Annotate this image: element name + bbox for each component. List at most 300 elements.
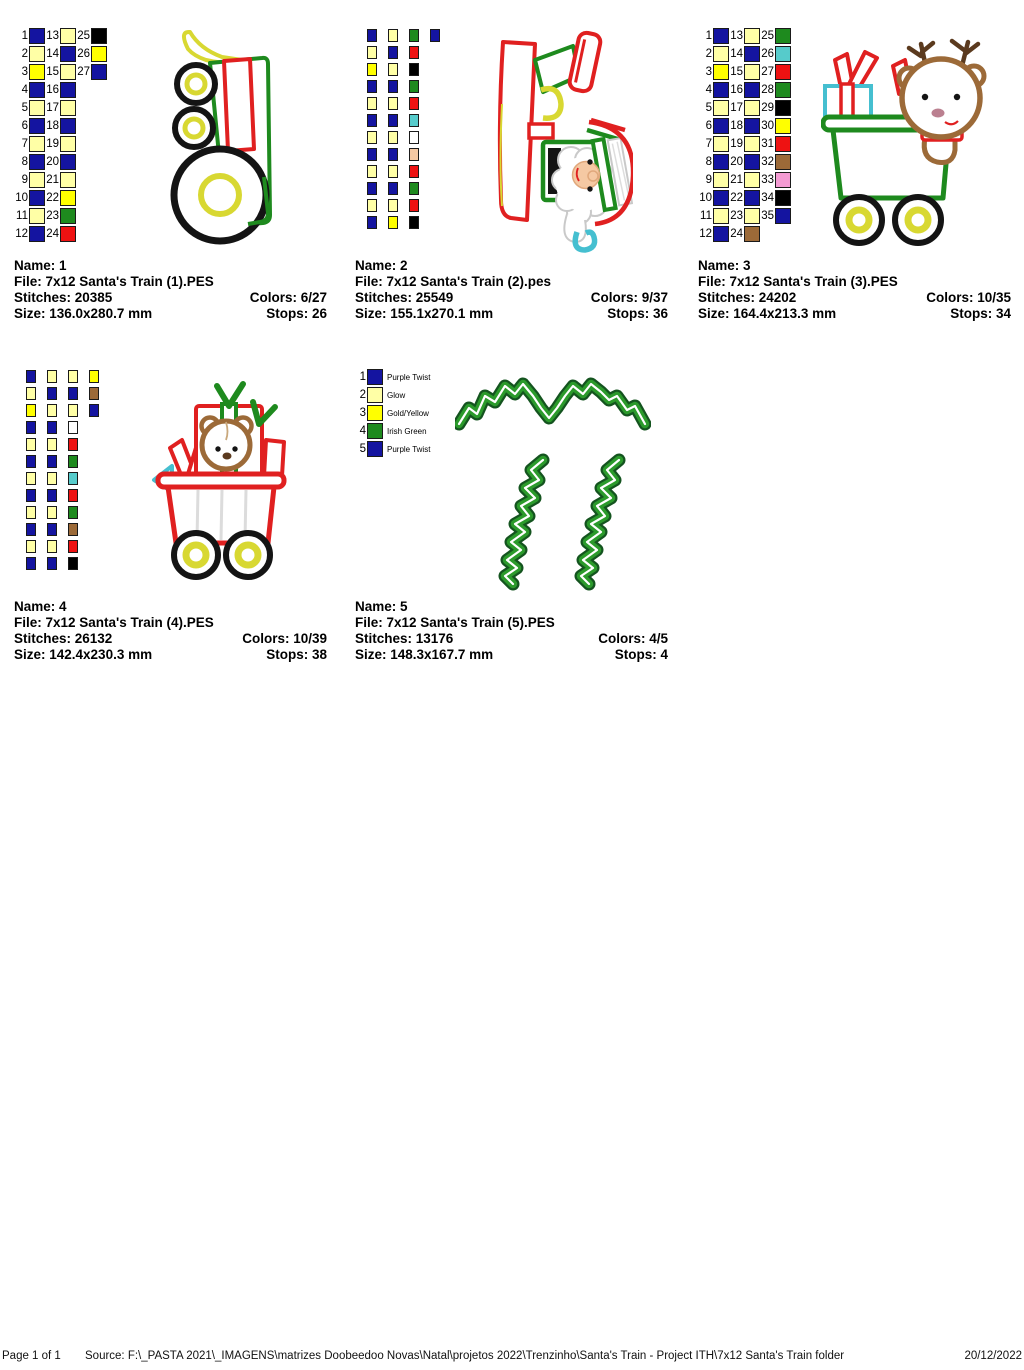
- palette-entry-number: 9: [21, 174, 28, 186]
- color-swatch: [68, 455, 78, 468]
- palette-entry-number: 10: [699, 192, 712, 204]
- color-swatch: [388, 199, 398, 212]
- palette-entry: [45, 99, 76, 117]
- palette-entry: [47, 436, 57, 453]
- palette-entry: [760, 27, 791, 45]
- palette-entry: [14, 63, 45, 81]
- palette-entry: [729, 207, 760, 225]
- palette-entry-number: 2: [21, 48, 28, 60]
- palette-entry-number: 26: [761, 48, 774, 60]
- palette-entry: [729, 135, 760, 153]
- design-stops: Stops: 38: [266, 647, 327, 662]
- palette-entry-number: 12: [15, 228, 28, 240]
- palette-entry: [14, 117, 45, 135]
- design-size: Size: 164.4x213.3 mm: [698, 306, 837, 321]
- palette-entry: [47, 538, 57, 555]
- palette-entry: [760, 189, 791, 207]
- color-swatch: [744, 190, 760, 206]
- color-swatch: [60, 28, 76, 44]
- color-swatch: [29, 64, 45, 80]
- palette-entry: [367, 61, 377, 78]
- design-name: Name: 2: [355, 258, 408, 273]
- design-meta: [14, 599, 327, 663]
- design-stops: Stops: 36: [607, 306, 668, 321]
- color-swatch: [713, 172, 729, 188]
- palette-entry-number: 32: [761, 156, 774, 168]
- color-swatch: [26, 387, 36, 400]
- palette-entry-number: 7: [705, 138, 712, 150]
- color-swatch: [60, 46, 76, 62]
- color-swatch: [89, 387, 99, 400]
- color-swatch: [388, 131, 398, 144]
- palette-entry: [68, 453, 78, 470]
- color-swatch: [47, 421, 57, 434]
- palette-entry-number: 18: [46, 120, 59, 132]
- palette-entry: [698, 225, 729, 243]
- color-swatch: [367, 46, 377, 59]
- palette-entry: [14, 135, 45, 153]
- color-swatch: [775, 208, 791, 224]
- color-swatch: [47, 455, 57, 468]
- palette-entry-number: 12: [699, 228, 712, 240]
- palette-entry: [760, 207, 791, 225]
- thread-name-label: Glow: [387, 390, 406, 400]
- palette-entry: [409, 197, 419, 214]
- palette-entry: [45, 135, 76, 153]
- design-thumbnail-train-engine: [164, 27, 279, 250]
- palette-entry: [355, 368, 430, 386]
- palette-entry: [388, 129, 398, 146]
- color-swatch: [409, 216, 419, 229]
- design-meta: [355, 258, 668, 322]
- palette-entry: [14, 81, 45, 99]
- palette-entry: [367, 197, 377, 214]
- design-thumbnail-reindeer-gift-wagon: [821, 30, 1008, 250]
- design-thumbnail-teddy-gift-wagon: [146, 380, 296, 590]
- color-swatch: [775, 118, 791, 134]
- palette-entry: [14, 207, 45, 225]
- palette-entry: [26, 487, 36, 504]
- palette-entry-number: 11: [700, 210, 712, 222]
- palette-entry: [47, 385, 57, 402]
- color-swatch: [47, 489, 57, 502]
- palette-entry: [698, 27, 729, 45]
- palette-entry: [47, 504, 57, 521]
- color-swatch: [744, 208, 760, 224]
- design-colors: Colors: 10/35: [926, 290, 1011, 305]
- color-swatch: [409, 114, 419, 127]
- palette-entry: [698, 117, 729, 135]
- color-swatch: [91, 46, 107, 62]
- color-swatch: [744, 154, 760, 170]
- palette-entry: [45, 207, 76, 225]
- palette-entry: [388, 197, 398, 214]
- color-swatch: [26, 370, 36, 383]
- color-swatch: [713, 136, 729, 152]
- palette-entry: [26, 436, 36, 453]
- design-stitches: Stitches: 13176: [355, 631, 454, 646]
- palette-entry: [409, 61, 419, 78]
- color-swatch: [68, 404, 78, 417]
- color-swatch: [60, 64, 76, 80]
- palette-entry: [729, 171, 760, 189]
- palette-entry: [45, 153, 76, 171]
- color-swatch: [68, 523, 78, 536]
- palette-entry: [47, 419, 57, 436]
- palette-entry-number: 6: [21, 120, 28, 132]
- color-swatch: [409, 182, 419, 195]
- color-swatch: [68, 438, 78, 451]
- color-swatch: [26, 455, 36, 468]
- color-swatch: [367, 182, 377, 195]
- color-swatch: [367, 148, 377, 161]
- design-colors: Colors: 10/39: [242, 631, 327, 646]
- color-swatch: [388, 63, 398, 76]
- color-swatch: [26, 506, 36, 519]
- design-stops: Stops: 4: [614, 647, 668, 662]
- palette-entry: [388, 27, 398, 44]
- palette-entry: [760, 99, 791, 117]
- palette-entry: [698, 135, 729, 153]
- palette-entry-number: 4: [705, 84, 712, 96]
- palette-entry: [14, 189, 45, 207]
- color-swatch: [367, 441, 383, 457]
- palette-entry-number: 16: [730, 84, 743, 96]
- palette-entry-number: 22: [730, 192, 743, 204]
- palette-entry: [45, 117, 76, 135]
- color-swatch: [29, 172, 45, 188]
- palette-entry-number: 5: [705, 102, 712, 114]
- palette-entry-number: 22: [46, 192, 59, 204]
- palette-entry: [14, 99, 45, 117]
- palette-entry-number: 5: [21, 102, 28, 114]
- color-swatch: [409, 131, 419, 144]
- palette-entry-number: 29: [761, 102, 774, 114]
- palette-entry: [89, 402, 99, 419]
- palette-entry: [760, 63, 791, 81]
- color-swatch: [367, 97, 377, 110]
- palette-entry-number: 3: [705, 66, 712, 78]
- palette-entry-number: 34: [761, 192, 774, 204]
- palette-entry: [68, 385, 78, 402]
- color-swatch: [775, 64, 791, 80]
- color-swatch: [68, 370, 78, 383]
- palette-entry: [68, 368, 78, 385]
- color-swatch: [713, 46, 729, 62]
- palette-entry-number: 23: [46, 210, 59, 222]
- color-swatch: [68, 387, 78, 400]
- palette-entry-number: 2: [359, 389, 366, 401]
- design-name: Name: 4: [14, 599, 67, 614]
- palette-entry: [26, 368, 36, 385]
- palette-entry: [367, 78, 377, 95]
- palette-entry-number: 8: [21, 156, 28, 168]
- palette-entry: [68, 402, 78, 419]
- color-swatch: [68, 557, 78, 570]
- palette-entry: [760, 135, 791, 153]
- palette-entry: [388, 95, 398, 112]
- color-swatch: [430, 29, 440, 42]
- palette-entry: [698, 171, 729, 189]
- color-swatch: [409, 46, 419, 59]
- palette-entry: [26, 385, 36, 402]
- palette-entry: [409, 163, 419, 180]
- palette-entry: [68, 470, 78, 487]
- color-swatch: [713, 28, 729, 44]
- palette-entry: [26, 453, 36, 470]
- palette-entry-number: 7: [21, 138, 28, 150]
- palette-entry: [388, 214, 398, 231]
- color-swatch: [744, 82, 760, 98]
- palette-entry: [409, 180, 419, 197]
- color-swatch: [775, 100, 791, 116]
- palette-entry: [760, 45, 791, 63]
- thread-name-label: Purple Twist: [387, 372, 431, 382]
- color-swatch: [47, 404, 57, 417]
- palette-entry-number: 13: [46, 30, 59, 42]
- palette-entry: [47, 368, 57, 385]
- palette-entry: [729, 117, 760, 135]
- design-stops: Stops: 26: [266, 306, 327, 321]
- color-swatch: [60, 154, 76, 170]
- palette-entry: [89, 385, 99, 402]
- color-swatch: [367, 216, 377, 229]
- palette-entry: [729, 225, 760, 243]
- palette-entry: [47, 453, 57, 470]
- palette-entry: [68, 538, 78, 555]
- palette-entry-number: 23: [730, 210, 743, 222]
- color-swatch: [409, 80, 419, 93]
- palette-entry-number: 25: [77, 30, 90, 42]
- color-swatch: [388, 165, 398, 178]
- color-swatch: [713, 190, 729, 206]
- color-swatch: [409, 165, 419, 178]
- color-swatch: [26, 421, 36, 434]
- color-swatch: [713, 154, 729, 170]
- color-swatch: [60, 226, 76, 242]
- palette-entry: [68, 521, 78, 538]
- color-swatch: [26, 438, 36, 451]
- color-swatch: [367, 423, 383, 439]
- color-swatch: [367, 131, 377, 144]
- palette-entry: [729, 99, 760, 117]
- palette-entry-number: 3: [21, 66, 28, 78]
- color-swatch: [744, 136, 760, 152]
- palette-entry: [760, 171, 791, 189]
- palette-entry: [367, 27, 377, 44]
- palette-entry: [26, 538, 36, 555]
- design-stitches: Stitches: 25549: [355, 290, 454, 305]
- color-swatch: [89, 404, 99, 417]
- thread-color-palette: [355, 368, 430, 458]
- design-meta: [14, 258, 327, 322]
- design-file: File: 7x12 Santa's Train (5).PES: [355, 615, 555, 630]
- color-swatch: [388, 29, 398, 42]
- color-swatch: [47, 557, 57, 570]
- palette-entry: [26, 504, 36, 521]
- palette-entry: [47, 470, 57, 487]
- palette-entry: [729, 27, 760, 45]
- palette-entry-number: 14: [730, 48, 743, 60]
- palette-entry: [729, 81, 760, 99]
- palette-entry-number: 13: [730, 30, 743, 42]
- palette-entry: [14, 225, 45, 243]
- color-swatch: [68, 421, 78, 434]
- palette-entry-number: 15: [46, 66, 59, 78]
- palette-entry: [698, 189, 729, 207]
- palette-entry: [729, 153, 760, 171]
- palette-entry-number: 8: [705, 156, 712, 168]
- color-swatch: [29, 118, 45, 134]
- palette-entry-number: 26: [77, 48, 90, 60]
- palette-entry: [26, 470, 36, 487]
- design-colors: Colors: 4/5: [598, 631, 668, 646]
- palette-entry: [47, 555, 57, 572]
- design-file: File: 7x12 Santa's Train (4).PES: [14, 615, 214, 630]
- color-swatch: [47, 506, 57, 519]
- palette-entry-number: 35: [761, 210, 774, 222]
- design-stops: Stops: 34: [950, 306, 1011, 321]
- color-swatch: [26, 404, 36, 417]
- design-file: File: 7x12 Santa's Train (1).PES: [14, 274, 214, 289]
- color-swatch: [388, 216, 398, 229]
- design-colors: Colors: 6/27: [249, 290, 327, 305]
- color-swatch: [713, 208, 729, 224]
- palette-entry-number: 25: [761, 30, 774, 42]
- palette-entry-number: 16: [46, 84, 59, 96]
- palette-entry: [388, 112, 398, 129]
- color-swatch: [388, 114, 398, 127]
- color-swatch: [367, 405, 383, 421]
- design-name: Name: 1: [14, 258, 67, 273]
- color-swatch: [68, 489, 78, 502]
- palette-entry: [367, 163, 377, 180]
- color-swatch: [713, 100, 729, 116]
- color-swatch: [26, 472, 36, 485]
- palette-entry: [14, 171, 45, 189]
- palette-entry: [47, 521, 57, 538]
- palette-entry: [68, 504, 78, 521]
- color-swatch: [713, 64, 729, 80]
- design-name: Name: 3: [698, 258, 751, 273]
- palette-entry: [409, 214, 419, 231]
- palette-entry: [355, 404, 430, 422]
- palette-entry-number: 21: [730, 174, 743, 186]
- palette-entry-number: 10: [15, 192, 28, 204]
- color-swatch: [367, 165, 377, 178]
- color-swatch: [744, 118, 760, 134]
- palette-entry: [698, 63, 729, 81]
- palette-entry: [26, 402, 36, 419]
- design-size: Size: 136.0x280.7 mm: [14, 306, 153, 321]
- color-swatch: [68, 506, 78, 519]
- palette-entry-number: 17: [730, 102, 743, 114]
- palette-entry: [14, 27, 45, 45]
- color-swatch: [713, 226, 729, 242]
- color-swatch: [775, 28, 791, 44]
- palette-entry-number: 20: [730, 156, 743, 168]
- design-size: Size: 148.3x167.7 mm: [355, 647, 494, 662]
- palette-entry: [68, 487, 78, 504]
- palette-entry-number: 1: [705, 30, 712, 42]
- color-swatch: [91, 64, 107, 80]
- palette-entry: [14, 153, 45, 171]
- palette-entry: [367, 146, 377, 163]
- color-swatch: [29, 190, 45, 206]
- color-swatch: [26, 489, 36, 502]
- thread-name-label: Irish Green: [387, 426, 427, 436]
- palette-entry: [45, 27, 76, 45]
- color-swatch: [29, 136, 45, 152]
- page-number: Page 1 of 1: [2, 1350, 61, 1362]
- thread-color-palette: [698, 27, 791, 243]
- palette-entry-number: 9: [705, 174, 712, 186]
- color-swatch: [713, 82, 729, 98]
- palette-entry: [45, 63, 76, 81]
- palette-entry: [89, 368, 99, 385]
- color-swatch: [388, 46, 398, 59]
- color-swatch: [29, 28, 45, 44]
- color-swatch: [47, 472, 57, 485]
- palette-entry: [355, 440, 430, 458]
- palette-entry: [409, 129, 419, 146]
- palette-entry: [698, 45, 729, 63]
- palette-entry: [45, 81, 76, 99]
- color-swatch: [60, 190, 76, 206]
- design-card-3: [698, 27, 1011, 362]
- color-swatch: [388, 182, 398, 195]
- palette-entry: [367, 214, 377, 231]
- date-label: 20/12/2022: [964, 1350, 1022, 1362]
- color-swatch: [29, 154, 45, 170]
- palette-entry: [45, 45, 76, 63]
- palette-entry: [367, 44, 377, 61]
- color-swatch: [47, 540, 57, 553]
- palette-entry: [76, 27, 107, 45]
- palette-entry: [729, 189, 760, 207]
- palette-entry: [68, 419, 78, 436]
- color-swatch: [29, 82, 45, 98]
- color-swatch: [367, 114, 377, 127]
- palette-entry: [409, 95, 419, 112]
- palette-entry-number: 30: [761, 120, 774, 132]
- color-swatch: [26, 523, 36, 536]
- palette-entry-number: 18: [730, 120, 743, 132]
- palette-entry: [388, 61, 398, 78]
- color-swatch: [713, 118, 729, 134]
- color-swatch: [409, 29, 419, 42]
- design-file: File: 7x12 Santa's Train (3).PES: [698, 274, 898, 289]
- palette-entry-number: 14: [46, 48, 59, 60]
- color-swatch: [89, 370, 99, 383]
- color-swatch: [409, 97, 419, 110]
- thread-color-palette: [14, 27, 107, 243]
- palette-entry: [388, 78, 398, 95]
- color-swatch: [47, 387, 57, 400]
- design-name: Name: 5: [355, 599, 408, 614]
- color-swatch: [60, 172, 76, 188]
- color-swatch: [26, 557, 36, 570]
- palette-entry: [698, 81, 729, 99]
- palette-entry: [388, 146, 398, 163]
- palette-entry-number: 24: [46, 228, 59, 240]
- palette-entry-number: 1: [359, 371, 366, 383]
- color-swatch: [29, 100, 45, 116]
- color-swatch: [744, 28, 760, 44]
- color-swatch: [744, 226, 760, 242]
- palette-entry: [409, 27, 419, 44]
- page-footer: [0, 1350, 1024, 1364]
